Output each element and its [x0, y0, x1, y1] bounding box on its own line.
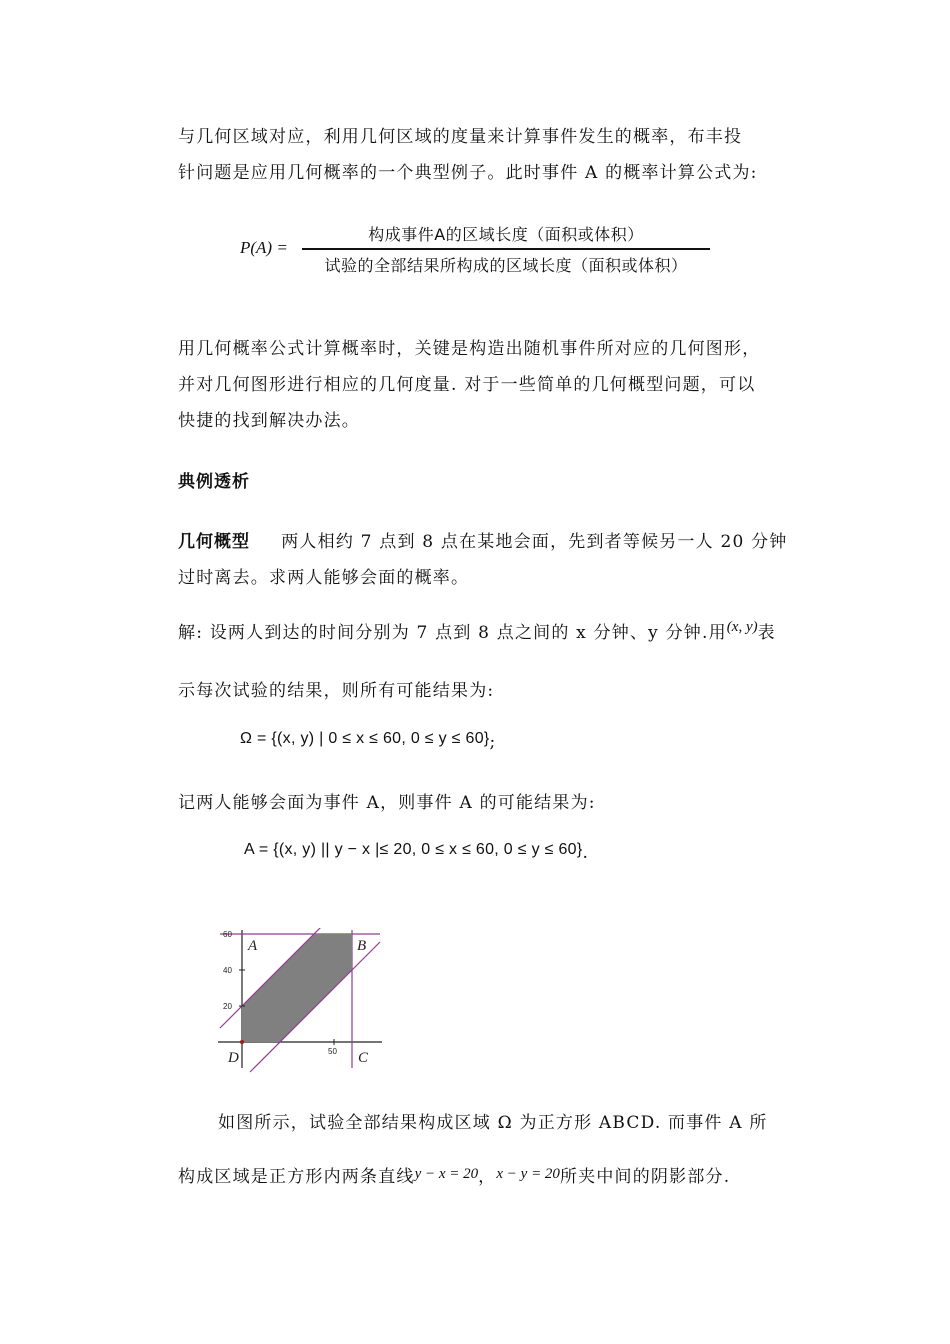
section-title: 典例透析 [178, 472, 250, 492]
conclusion-text-2b: 所夹中间的阴影部分. [559, 1167, 731, 1187]
para2-line-1: 用几何概率公式计算概率时，关键是构造出随机事件所对应的几何图形， [178, 339, 761, 359]
label-c: C [358, 1050, 369, 1066]
formula-denominator: 试验的全部结果所构成的区域长度（面积或体积） [324, 256, 688, 275]
tick-y-20: 20 [223, 1002, 232, 1011]
origin-point [240, 1040, 244, 1044]
intro-line-2: 针问题是应用几何概率的一个典型例子。此时事件 A 的概率计算公式为: [178, 163, 758, 183]
omega-set-line [240, 727, 496, 750]
equation-2: x − y = 20 [496, 1166, 560, 1182]
omega-end: ; [489, 732, 497, 752]
tick-x-50: 50 [328, 1047, 337, 1056]
probability-formula [240, 222, 720, 280]
solution-line-2: 示每次试验的结果，则所有可能结果为: [178, 681, 495, 701]
conclusion-line-1: 如图所示，试验全部结果构成区域 Ω 为正方形 ABCD. 而事件 A 所 [218, 1113, 768, 1133]
meeting-region-figure [212, 928, 384, 1074]
formula-numerator: 构成事件A的区域长度（面积或体积） [368, 225, 644, 244]
event-a-set: A = {(x, y) || y − x |≤ 20, 0 ≤ x ≤ 60, 0 ≤ y ≤ 60} [244, 841, 583, 858]
tick-y-60: 60 [223, 930, 232, 939]
label-b: B [357, 938, 367, 954]
label-d: D [228, 1050, 239, 1066]
example-line-2: 过时离去。求两人能够会面的概率。 [178, 568, 470, 588]
omega-set: Ω = {(x, y) | 0 ≤ x ≤ 60, 0 ≤ y ≤ 60} [240, 730, 490, 747]
conclusion-comma: ， [478, 1167, 497, 1187]
xy-pair: (x, y) [726, 619, 758, 635]
conclusion-line-2 [178, 1166, 730, 1189]
label-a: A [248, 938, 258, 954]
para2-line-3: 快捷的找到解决办法。 [178, 411, 360, 431]
tick-y-40: 40 [223, 966, 232, 975]
solution-line-3: 记两人能够会面为事件 A，则事件 A 的可能结果为: [178, 793, 596, 813]
solution-text-1a: 解: 设两人到达的时间分别为 7 点到 8 点之间的 x 分钟、y 分钟.用 [178, 623, 727, 643]
solution-text-1b: 表 [757, 623, 776, 643]
intro-line-1: 与几何区域对应，利用几何区域的度量来计算事件发生的概率，布丰投 [178, 127, 743, 147]
para2-line-2: 并对几何图形进行相应的几何度量. 对于一些简单的几何概型问题，可以 [178, 375, 756, 395]
example-line-1 [178, 531, 788, 553]
example-text-1: 两人相约 7 点到 8 点在某地会面，先到者等候另一人 20 分钟 [281, 532, 788, 552]
example-label: 几何概型 [178, 532, 250, 552]
solution-line-1 [178, 619, 776, 645]
a-set-line [244, 838, 589, 861]
formula-lhs: P(A) = [240, 238, 288, 257]
fraction-bar [302, 248, 710, 250]
conclusion-text-2a: 构成区域是正方形内两条直线 [178, 1167, 415, 1187]
a-set-end: . [582, 843, 590, 863]
equation-1: y − x = 20 [414, 1166, 479, 1182]
